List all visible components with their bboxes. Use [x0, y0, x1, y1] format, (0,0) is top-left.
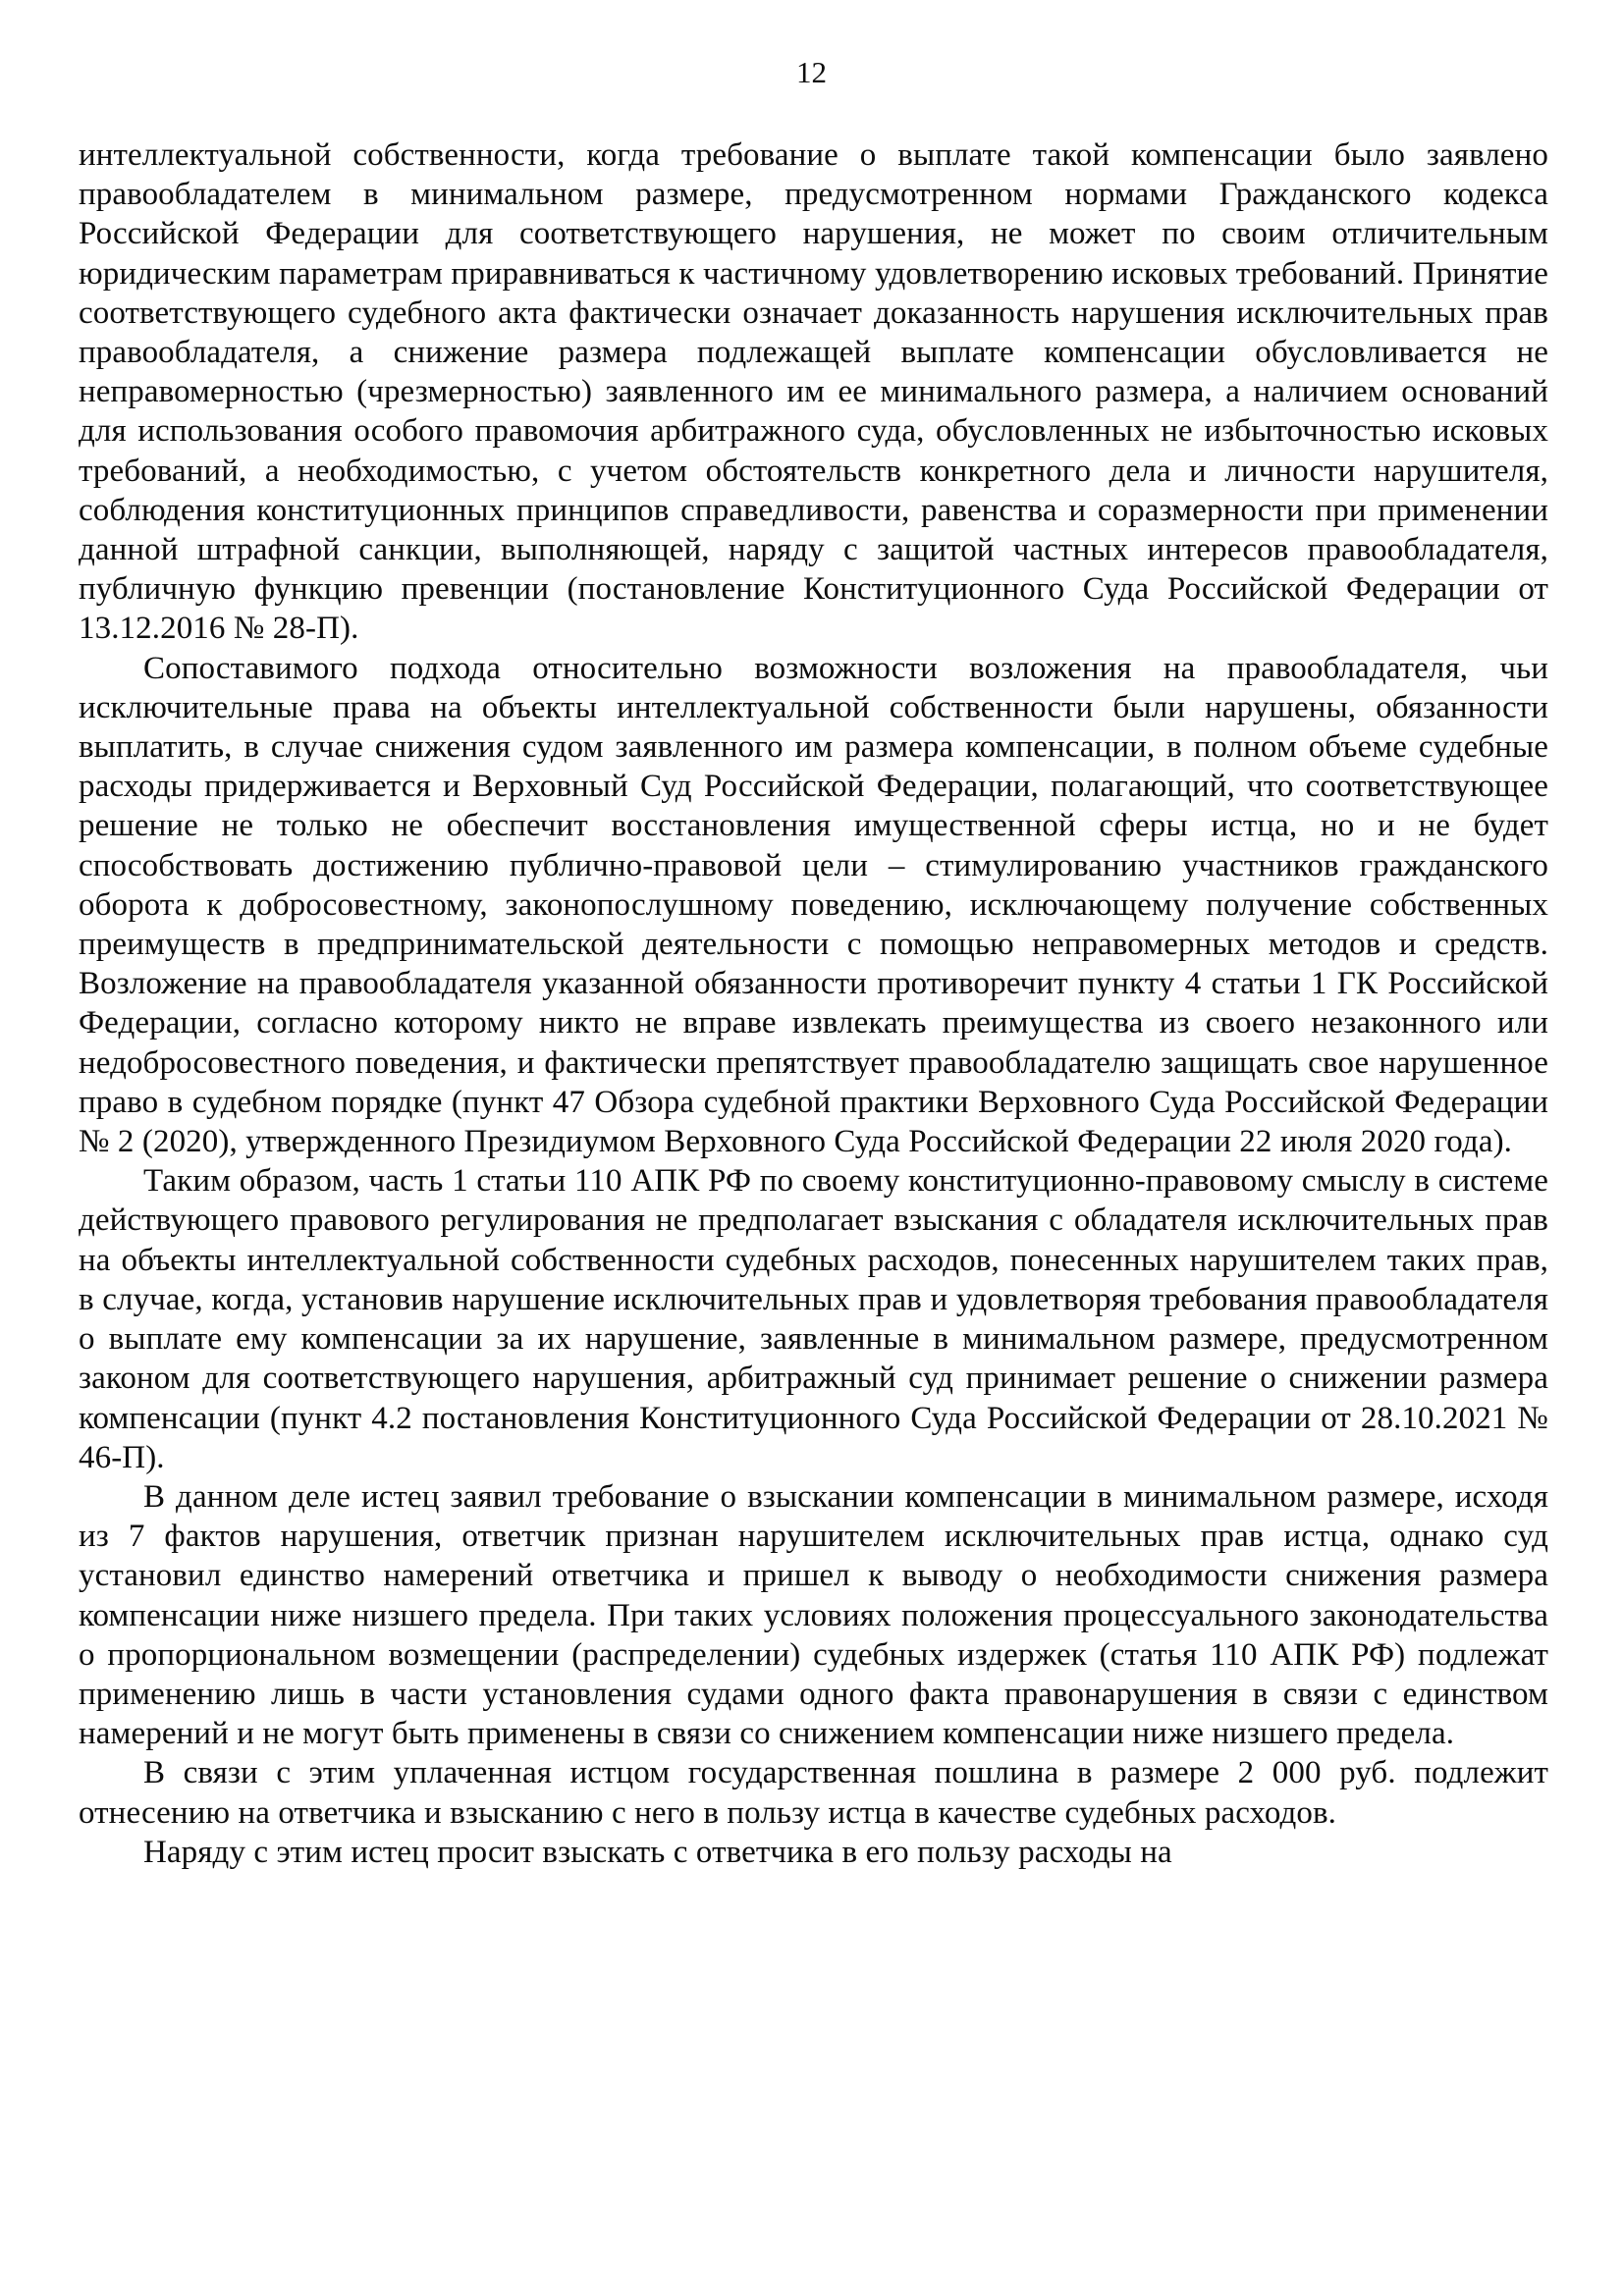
paragraph: В данном деле истец заявил требование о взыскании компенсации в минимальном размере, исходя из 7 фактов нарушения, ответчик признан нарушителем исключительных прав истца, однако суд установил единство намерений ответчика и пришел к выводу о необходимости снижения размера компенсации ниже низшего предела. При таких условиях положения процессуального законодательства о пропорциональном возмещении (распределении) судебных издержек (статья 110 АПК РФ) подлежат применению лишь в части установления судами одного факта правонарушения в связи с единством намерений и не могут быть применены в связи со снижением компенсации ниже низшего предела. [79, 1478, 1548, 1752]
paragraph: Наряду с этим истец просит взыскать с ответчика в его пользу расходы на [143, 1834, 1172, 1870]
page-number: 12 [796, 55, 827, 89]
paragraph-continuation: интеллектуальной собственности, когда требование о выплате такой компенсации было заявлено правообладателем в минимальном размере, предусмотренном нормами Гражданского кодекса Российской Федерации для соответствующего нарушения, не может по своим отличительным юридическим параметрам приравниваться к частичному удовлетворению исковых требований. Принятие соответствующего судебного акта фактически означает доказанность нарушения исключительных прав правообладателя, а снижение размера подлежащей выплате компенсации обусловливается не неправомерностью (чрезмерностью) заявленного им ее минимального размера, а наличием оснований для использования особого правомочия арбитражного суда, обусловленных не избыточностью исковых требований, а необходимостью, с учетом обстоятельств конкретного дела и личности нарушителя, соблюдения конституционных принципов справедливости, равенства и соразмерности при применении данной штрафной санкции, выполняющей, наряду с защитой частных интересов правообладателя, публичную функцию превенции (постановление Конституционного Суда Российской Федерации от 13.12.2016 № 28-П). [79, 137, 1548, 647]
paragraph: Таким образом, часть 1 статьи 110 АПК РФ по своему конституционно-правовому смыслу в системе действующего правового регулирования не предполагает взыскания с обладателя исключительных прав на объекты интеллектуальной собственности судебных расходов, понесенных нарушителем таких прав, в случае, когда, установив нарушение исключительных прав и удовлетворяя требования правообладателя о выплате ему компенсации за их нарушение, заявленные в минимальном размере, предусмотренном законом для соответствующего нарушения, арбитражный суд принимает решение о снижении размера компенсации (пункт 4.2 постановления Конституционного Суда Российской Федерации от 28.10.2021 № 46-П). [79, 1163, 1548, 1475]
paragraph: Сопоставимого подхода относительно возможности возложения на правообладателя, чьи исключительные права на объекты интеллектуальной собственности были нарушены, обязанности выплатить, в случае снижения судом заявленного им размера компенсации, в полном объеме судебные расходы придерживается и Верховный Суд Российской Федерации, полагающий, что соответствующее решение не только не обеспечит восстановления имущественной сферы истца, но и не будет способствовать достижению публично-правовой цели – стимулированию участников гражданского оборота к добросовестному, законопослушному поведению, исключающему получение собственных преимуществ в предпринимательской деятельности с помощью неправомерных методов и средств. Возложение на правообладателя указанной обязанности противоречит пункту 4 статьи 1 ГК Российской Федерации, согласно которому никто не вправе извлекать преимущества из своего незаконного или недобросовестного поведения, и фактически препятствует правообладателю защищать свое нарушенное право в судебном порядке (пункт 47 Обзора судебной практики Верховного Суда Российской Федерации № 2 (2020), утвержденного Президиумом Верховного Суда Российской Федерации 22 июля 2020 года). [79, 650, 1548, 1160]
paragraph: В связи с этим уплаченная истцом государственная пошлина в размере 2 000 руб. подлежит отнесению на ответчика и взысканию с него в пользу истца в качестве судебных расходов. [79, 1755, 1548, 1831]
document-body [79, 135, 1548, 1872]
